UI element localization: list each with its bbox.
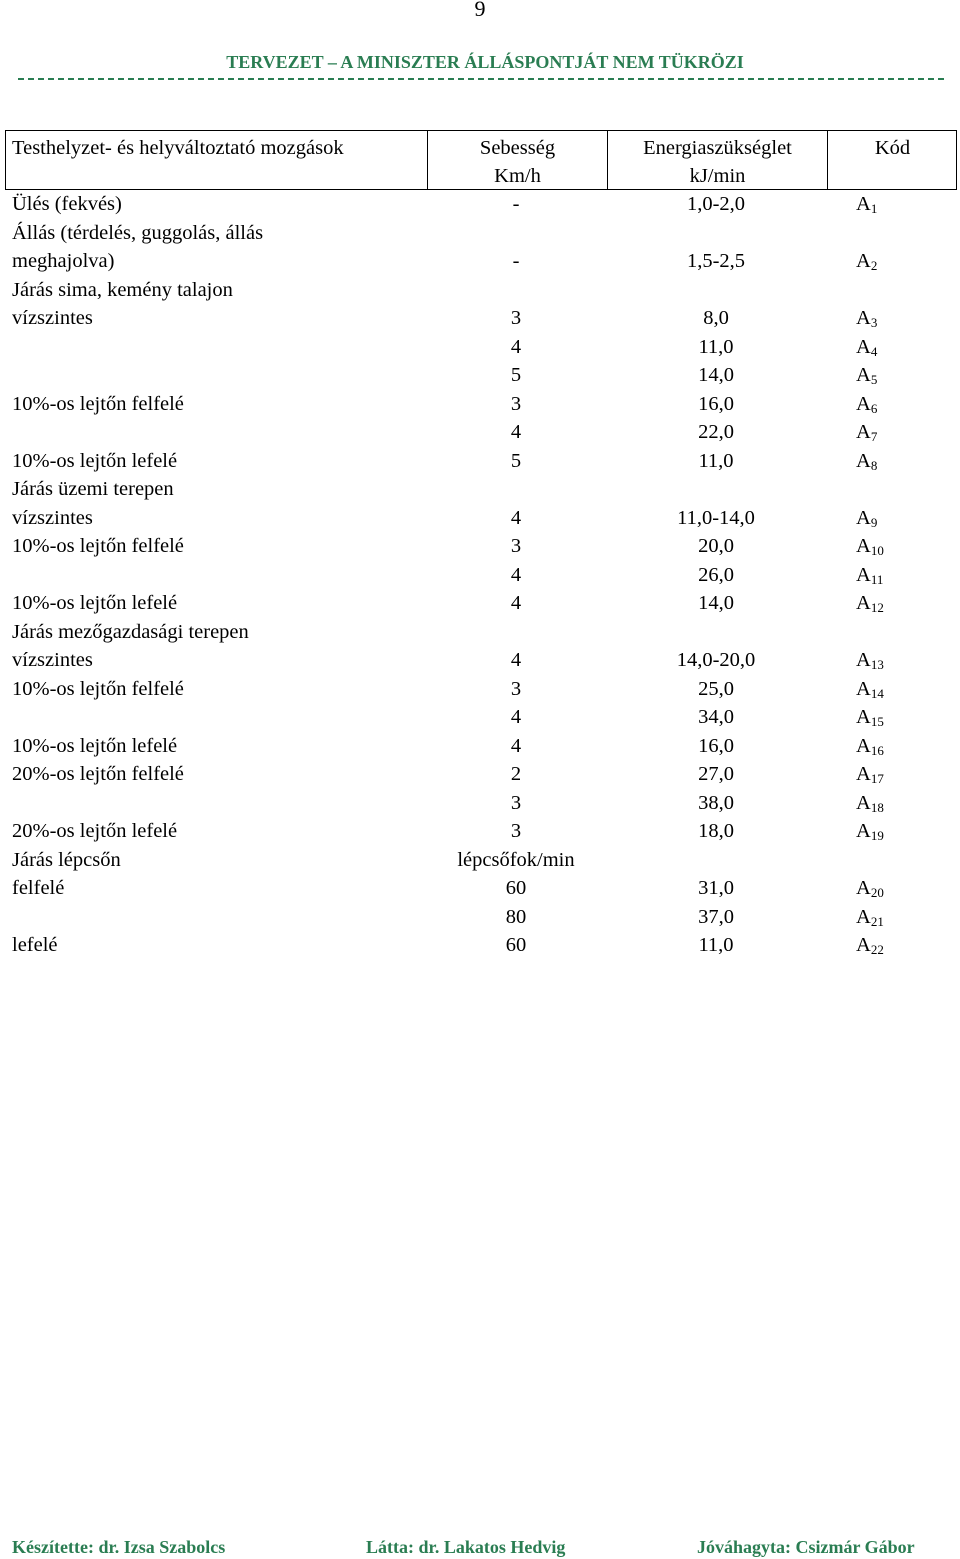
code-index: 20 <box>870 885 884 900</box>
table-row <box>5 732 957 761</box>
code-cell <box>856 190 956 219</box>
table-row <box>5 333 957 362</box>
code-letter: A <box>856 734 871 757</box>
header-movement <box>6 131 427 189</box>
code-cell <box>856 931 956 960</box>
code-letter: A <box>856 905 871 928</box>
code-cell <box>856 646 956 675</box>
energy-cell: 8,0 <box>703 307 729 329</box>
speed-cell: 4 <box>510 563 522 586</box>
code-letter: A <box>856 706 871 728</box>
table-row <box>5 589 957 618</box>
energy-cell: 14,0-20,0 <box>676 649 756 671</box>
table-header <box>5 130 957 190</box>
code-letter: A <box>856 649 871 671</box>
table-row <box>5 532 957 561</box>
energy-cell: 34,0 <box>698 706 734 728</box>
code-cell <box>856 247 956 276</box>
speed-cell: 4 <box>510 649 522 671</box>
table-body <box>5 190 957 960</box>
code-letter: A <box>856 791 871 814</box>
energy-cell: 14,0 <box>698 592 734 614</box>
code-cell <box>856 760 956 789</box>
speed-cell: 80 <box>505 905 527 928</box>
table-row <box>5 675 957 704</box>
table-row <box>5 817 957 846</box>
code-index: 2 <box>870 258 878 273</box>
page-number: 9 <box>474 0 486 21</box>
speed-cell: 3 <box>510 820 522 842</box>
activity-cell: lefelé <box>12 934 58 956</box>
activity-cell: vízszintes <box>12 307 93 329</box>
code-letter: A <box>856 193 871 215</box>
code-letter: A <box>856 392 871 415</box>
code-index: 1 <box>870 201 878 216</box>
table-row <box>5 475 957 504</box>
table-row <box>5 390 957 419</box>
activity-cell: vízszintes <box>12 506 93 529</box>
table-row <box>5 760 957 789</box>
code-index: 12 <box>870 600 884 615</box>
table-row <box>5 247 957 276</box>
energy-cell: 20,0 <box>698 535 734 557</box>
activity-cell: Járás mezőgazdasági terepen <box>12 620 249 643</box>
code-letter: A <box>856 763 871 785</box>
activity-cell: Járás üzemi terepen <box>12 478 174 500</box>
code-letter: A <box>856 677 871 700</box>
table-row <box>5 304 957 333</box>
table-row <box>5 361 957 390</box>
code-cell <box>856 903 956 932</box>
code-letter: A <box>856 934 871 956</box>
activity-cell: vízszintes <box>12 649 93 671</box>
code-letter: A <box>856 877 871 899</box>
energy-cell: 11,0 <box>698 449 734 472</box>
table-row <box>5 931 957 960</box>
speed-cell: 4 <box>510 335 522 358</box>
energy-cell: 37,0 <box>698 905 734 928</box>
activity-cell: meghajolva) <box>12 250 115 272</box>
speed-cell: 60 <box>505 877 527 899</box>
energy-cell: 31,0 <box>698 877 734 899</box>
speed-cell: 3 <box>510 307 522 329</box>
speed-cell: 2 <box>510 763 522 785</box>
code-cell <box>856 874 956 903</box>
speed-cell: 5 <box>510 449 522 472</box>
reviewed-by: Látta: dr. Lakatos Hedvig <box>366 1537 566 1557</box>
activity-cell: felfelé <box>12 877 65 899</box>
header-text: Kód <box>874 137 911 159</box>
speed-cell: 5 <box>510 364 522 386</box>
code-cell <box>856 817 956 846</box>
approved-by: Jóváhagyta: Csizmár Gábor <box>697 1537 915 1557</box>
table-row <box>5 418 957 447</box>
code-letter: A <box>856 335 871 358</box>
header-code <box>827 131 957 189</box>
energy-cell: 18,0 <box>698 820 734 842</box>
header-text: Km/h <box>494 165 541 187</box>
table-row <box>5 219 957 248</box>
code-letter: A <box>856 421 871 443</box>
speed-cell: 4 <box>510 506 522 529</box>
speed-cell: 4 <box>510 421 522 443</box>
speed-cell: 4 <box>510 706 522 728</box>
table-row <box>5 618 957 647</box>
energy-requirement-table <box>5 130 957 960</box>
code-letter: A <box>856 250 871 272</box>
energy-cell: 26,0 <box>698 563 734 586</box>
code-index: 9 <box>870 514 878 530</box>
speed-cell: 60 <box>505 934 527 956</box>
table-row <box>5 903 957 932</box>
code-index: 11 <box>870 571 884 587</box>
code-index: 4 <box>870 343 878 359</box>
code-index: 5 <box>870 372 878 387</box>
activity-cell: 20%-os lejtőn felfelé <box>12 763 184 785</box>
code-letter: A <box>856 820 871 842</box>
code-index: 8 <box>870 457 878 473</box>
code-letter: A <box>856 449 871 472</box>
code-cell <box>856 789 956 818</box>
code-index: 7 <box>870 429 878 444</box>
code-cell <box>856 504 956 533</box>
table-row <box>5 190 957 219</box>
code-cell <box>856 532 956 561</box>
code-letter: A <box>856 563 871 586</box>
energy-cell: 1,0-2,0 <box>686 193 746 215</box>
table-row <box>5 447 957 476</box>
activity-cell: 10%-os lejtőn felfelé <box>12 677 184 700</box>
speed-cell: 3 <box>510 392 522 415</box>
code-cell <box>856 390 956 419</box>
code-cell <box>856 361 956 390</box>
code-letter: A <box>856 364 871 386</box>
activity-cell: Állás (térdelés, guggolás, állás <box>12 221 264 244</box>
header-energy <box>607 131 827 189</box>
speed-cell: 4 <box>510 592 522 614</box>
code-cell <box>856 732 956 761</box>
speed-cell: 3 <box>510 677 522 700</box>
activity-cell: Járás lépcsőn <box>12 848 121 871</box>
activity-cell: 10%-os lejtőn lefelé <box>12 449 178 472</box>
draft-notice: TERVEZET – A MINISZTER ÁLLÁSPONTJÁT NEM TÜKRÖZI <box>226 52 744 72</box>
speed-cell: 4 <box>510 734 522 757</box>
table-row <box>5 646 957 675</box>
code-index: 6 <box>870 400 878 416</box>
activity-cell: 10%-os lejtőn felfelé <box>12 392 184 415</box>
code-index: 19 <box>870 828 884 843</box>
header-speed <box>427 131 607 189</box>
code-cell <box>856 447 956 476</box>
code-index: 10 <box>870 543 884 558</box>
code-index: 17 <box>870 771 884 786</box>
code-index: 18 <box>870 799 884 815</box>
energy-cell: 11,0 <box>698 934 734 956</box>
code-letter: A <box>856 506 871 529</box>
code-letter: A <box>856 535 871 557</box>
header-divider <box>18 78 944 80</box>
code-cell <box>856 589 956 618</box>
table-row <box>5 561 957 590</box>
header-text: Testhelyzet- és helyváltoztató mozgások <box>12 137 344 159</box>
code-letter: A <box>856 307 871 329</box>
table-row <box>5 276 957 305</box>
energy-cell: 1,5-2,5 <box>686 250 746 272</box>
code-index: 16 <box>870 742 884 758</box>
code-index: 14 <box>870 685 884 701</box>
speed-cell: 3 <box>510 791 522 814</box>
code-index: 13 <box>870 657 884 672</box>
activity-cell: Ülés (fekvés) <box>12 193 122 215</box>
energy-cell: 11,0-14,0 <box>677 506 755 529</box>
energy-cell: 38,0 <box>698 791 734 814</box>
code-cell <box>856 561 956 590</box>
header-text: kJ/min <box>689 165 746 187</box>
code-cell <box>856 304 956 333</box>
signature-footer <box>0 1535 960 1559</box>
activity-cell: 10%-os lejtőn felfelé <box>12 535 184 557</box>
code-cell <box>856 675 956 704</box>
energy-cell: 16,0 <box>698 392 734 415</box>
code-index: 3 <box>870 315 878 330</box>
prepared-by: Készítette: dr. Izsa Szabolcs <box>12 1537 226 1557</box>
activity-cell: 20%-os lejtőn lefelé <box>12 820 178 842</box>
activity-cell: 10%-os lejtőn lefelé <box>12 734 178 757</box>
energy-cell: 16,0 <box>698 734 734 757</box>
code-cell <box>856 418 956 447</box>
table-row <box>5 703 957 732</box>
code-index: 15 <box>870 714 884 729</box>
table-row <box>5 846 957 875</box>
header-text: Sebesség <box>479 137 556 159</box>
speed-cell: - <box>512 193 520 215</box>
code-cell <box>856 333 956 362</box>
code-index: 21 <box>870 913 884 929</box>
speed-cell: lépcsőfok/min <box>457 848 575 871</box>
speed-cell: - <box>512 250 520 272</box>
energy-cell: 22,0 <box>698 421 734 443</box>
energy-cell: 25,0 <box>698 677 734 700</box>
energy-cell: 27,0 <box>698 763 734 785</box>
code-cell <box>856 703 956 732</box>
code-index: 22 <box>870 942 884 957</box>
table-row <box>5 504 957 533</box>
table-row <box>5 874 957 903</box>
activity-cell: Járás sima, kemény talajon <box>12 278 233 301</box>
table-row <box>5 789 957 818</box>
header-text: Energiaszükséglet <box>643 137 792 159</box>
activity-cell: 10%-os lejtőn lefelé <box>12 592 178 614</box>
code-letter: A <box>856 592 871 614</box>
speed-cell: 3 <box>510 535 522 557</box>
energy-cell: 11,0 <box>698 335 734 358</box>
energy-cell: 14,0 <box>698 364 734 386</box>
